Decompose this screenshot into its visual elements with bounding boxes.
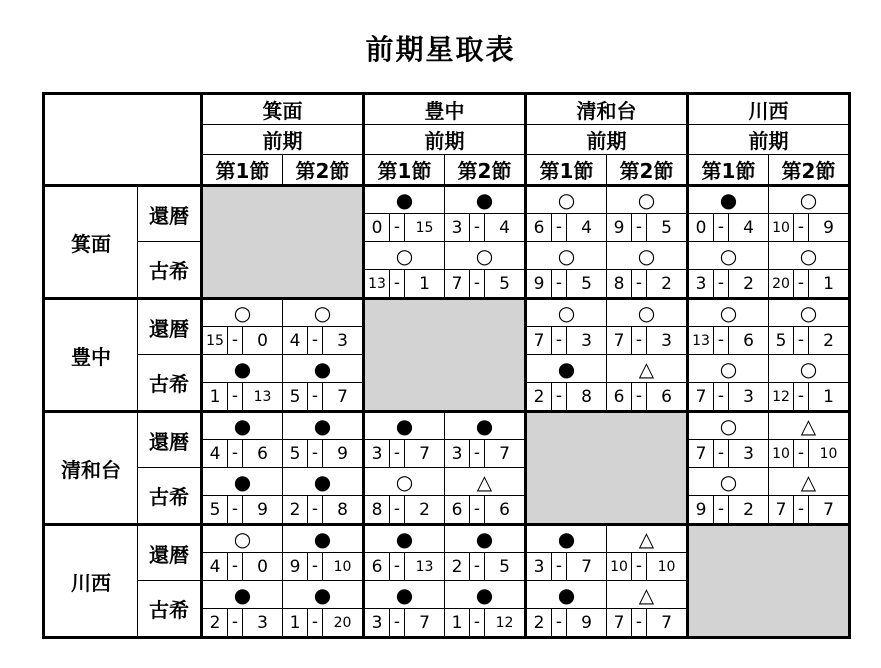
score-separator: -: [227, 609, 243, 636]
win-circle-icon: ○: [688, 355, 769, 383]
score-cell: [769, 496, 850, 525]
score-cell: [202, 327, 283, 355]
score-separator: -: [389, 496, 405, 523]
score-away: 1: [419, 273, 430, 294]
score-separator: -: [469, 553, 485, 580]
score-cell: [445, 270, 526, 299]
score-home: 2: [533, 612, 545, 633]
score-away: 9: [581, 612, 592, 633]
score-away: 20: [333, 614, 352, 631]
score-home: 1: [289, 612, 301, 633]
self-match-blank: [364, 299, 526, 412]
score-cell: [526, 270, 607, 299]
score-away: 7: [661, 612, 672, 633]
age-group-label: 古希: [138, 242, 202, 299]
score-home: 3: [371, 443, 383, 464]
score-home: 4: [209, 443, 221, 464]
score-cell: [445, 553, 526, 581]
score-cell: [607, 383, 688, 412]
score-cell: [283, 609, 364, 638]
win-circle-icon: ○: [445, 242, 526, 270]
score-away: 4: [499, 217, 510, 238]
score-home: 3: [451, 217, 463, 238]
column-team-seiwadai: 清和台: [526, 94, 688, 125]
score-home: 7: [533, 330, 545, 351]
score-away: 2: [419, 499, 430, 520]
score-home: 7: [695, 386, 707, 407]
loss-circle-icon: ●: [526, 581, 607, 609]
score-home: 3: [451, 443, 463, 464]
loss-circle-icon: ●: [283, 525, 364, 553]
score-cell: [526, 609, 607, 638]
score-separator: -: [307, 496, 323, 523]
score-home: 2: [209, 612, 221, 633]
score-separator: -: [227, 496, 243, 523]
team-row-sym: [44, 468, 850, 496]
score-away: 5: [499, 273, 510, 294]
score-cell: [283, 440, 364, 468]
period-label: 前期: [202, 125, 364, 155]
session-label: 第1節: [526, 155, 607, 186]
age-group-label: 古希: [138, 355, 202, 412]
score-separator: -: [631, 214, 647, 241]
score-away: 5: [581, 273, 592, 294]
score-away: 6: [499, 499, 510, 520]
score-separator: -: [793, 327, 809, 354]
score-home: 9: [289, 556, 301, 577]
score-separator: -: [551, 270, 567, 297]
loss-circle-icon: ●: [688, 186, 769, 214]
score-cell: [364, 440, 445, 468]
score-cell: [445, 214, 526, 242]
score-home: 6: [533, 217, 545, 238]
win-circle-icon: ○: [769, 355, 850, 383]
team-row-sym: [44, 186, 850, 214]
score-away: 3: [743, 386, 754, 407]
self-match-blank: [202, 186, 364, 299]
score-separator: -: [793, 496, 809, 523]
session-label: 第2節: [283, 155, 364, 186]
score-separator: -: [551, 214, 567, 241]
loss-circle-icon: ●: [364, 581, 445, 609]
score-cell: [202, 553, 283, 581]
score-home: 7: [613, 330, 625, 351]
loss-circle-icon: ●: [445, 581, 526, 609]
score-separator: -: [551, 609, 567, 636]
score-cell: [283, 553, 364, 581]
age-group-label: 還暦: [138, 299, 202, 355]
column-team-kawanishi: 川西: [688, 94, 850, 125]
score-cell: [688, 327, 769, 355]
draw-triangle-icon: △: [607, 581, 688, 609]
team-row-sym: [44, 525, 850, 553]
score-away: 0: [257, 556, 268, 577]
score-separator: -: [631, 609, 647, 636]
win-circle-icon: ○: [526, 242, 607, 270]
row-team-name: 清和台: [44, 412, 138, 525]
column-team-minoh: 箕面: [202, 94, 364, 125]
score-cell: [283, 496, 364, 525]
draw-triangle-icon: △: [769, 412, 850, 440]
draw-triangle-icon: △: [769, 468, 850, 496]
score-home: 5: [209, 499, 221, 520]
score-away: 4: [581, 217, 592, 238]
score-home: 0: [695, 217, 707, 238]
score-cell: [364, 270, 445, 299]
score-home: 20: [772, 275, 790, 292]
score-separator: -: [307, 553, 323, 580]
loss-circle-icon: ●: [364, 412, 445, 440]
win-circle-icon: ○: [769, 299, 850, 327]
score-separator: -: [793, 270, 809, 297]
score-home: 8: [371, 499, 383, 520]
score-away: 3: [337, 330, 348, 351]
page-title: 前期星取表: [365, 33, 516, 66]
win-circle-icon: ○: [688, 468, 769, 496]
score-separator: -: [389, 609, 405, 636]
score-cell: [202, 383, 283, 412]
score-away: 6: [743, 330, 754, 351]
draw-triangle-icon: △: [445, 468, 526, 496]
score-home: 2: [533, 386, 545, 407]
score-cell: [526, 327, 607, 355]
loss-circle-icon: ●: [364, 186, 445, 214]
score-separator: -: [713, 327, 729, 354]
column-team-toyonaka: 豊中: [364, 94, 526, 125]
session-label: 第1節: [202, 155, 283, 186]
win-circle-icon: ○: [526, 299, 607, 327]
score-away: 1: [823, 273, 834, 294]
score-home: 15: [206, 332, 224, 349]
team-row-sym: [44, 412, 850, 440]
score-away: 5: [661, 217, 672, 238]
score-cell: [445, 496, 526, 525]
score-home: 12: [772, 388, 790, 405]
score-separator: -: [631, 327, 647, 354]
score-home: 1: [209, 386, 221, 407]
score-separator: -: [551, 327, 567, 354]
win-circle-icon: ○: [688, 299, 769, 327]
score-home: 9: [533, 273, 545, 294]
age-group-label: 還暦: [138, 412, 202, 468]
score-home: 5: [289, 386, 301, 407]
score-home: 4: [289, 330, 301, 351]
score-home: 1: [451, 612, 463, 633]
score-separator: -: [713, 496, 729, 523]
score-away: 13: [415, 558, 434, 575]
score-cell: [364, 214, 445, 242]
score-cell: [283, 327, 364, 355]
score-cell: [607, 214, 688, 242]
score-away: 7: [419, 443, 430, 464]
session-label: 第2節: [607, 155, 688, 186]
score-home: 6: [451, 499, 463, 520]
score-separator: -: [307, 440, 323, 467]
score-away: 2: [661, 273, 672, 294]
score-home: 2: [289, 499, 301, 520]
score-cell: [607, 553, 688, 581]
win-circle-icon: ○: [364, 468, 445, 496]
score-home: 3: [695, 273, 707, 294]
win-circle-icon: ○: [769, 242, 850, 270]
score-away: 7: [337, 386, 348, 407]
score-away: 13: [253, 388, 272, 405]
score-separator: -: [389, 214, 405, 241]
score-separator: -: [551, 553, 567, 580]
score-separator: -: [551, 383, 567, 410]
win-circle-icon: ○: [607, 242, 688, 270]
score-home: 13: [692, 332, 710, 349]
score-away: 10: [819, 445, 838, 462]
score-home: 10: [772, 445, 790, 462]
score-cell: [769, 214, 850, 242]
loss-circle-icon: ●: [283, 412, 364, 440]
score-home: 13: [368, 275, 386, 292]
loss-circle-icon: ●: [202, 355, 283, 383]
row-team-name: 箕面: [44, 186, 138, 299]
score-cell: [769, 383, 850, 412]
score-cell: [202, 609, 283, 638]
team-row-sym: [44, 299, 850, 327]
corner-cell: [44, 94, 202, 186]
score-separator: -: [469, 609, 485, 636]
score-separator: -: [793, 440, 809, 467]
score-home: 9: [695, 499, 707, 520]
score-separator: -: [307, 383, 323, 410]
score-home: 10: [772, 219, 790, 236]
score-away: 2: [743, 273, 754, 294]
score-cell: [688, 270, 769, 299]
score-home: 0: [371, 217, 383, 238]
score-cell: [445, 609, 526, 638]
score-separator: -: [713, 214, 729, 241]
age-group-label: 還暦: [138, 525, 202, 581]
score-away: 5: [499, 556, 510, 577]
age-group-label: 古希: [138, 581, 202, 638]
session-label: 第1節: [364, 155, 445, 186]
score-home: 7: [775, 499, 787, 520]
score-home: 6: [371, 556, 383, 577]
win-circle-icon: ○: [202, 525, 283, 553]
score-cell: [607, 327, 688, 355]
score-away: 3: [743, 443, 754, 464]
score-separator: -: [793, 214, 809, 241]
score-cell: [202, 496, 283, 525]
score-cell: [526, 383, 607, 412]
score-home: 3: [533, 556, 545, 577]
score-cell: [526, 553, 607, 581]
score-home: 7: [695, 443, 707, 464]
score-away: 3: [661, 330, 672, 351]
win-circle-icon: ○: [769, 186, 850, 214]
win-circle-icon: ○: [688, 412, 769, 440]
score-separator: -: [227, 383, 243, 410]
score-separator: -: [631, 553, 647, 580]
score-separator: -: [389, 440, 405, 467]
score-away: 2: [743, 499, 754, 520]
score-cell: [769, 327, 850, 355]
score-cell: [526, 214, 607, 242]
score-home: 8: [613, 273, 625, 294]
score-away: 8: [581, 386, 592, 407]
score-separator: -: [307, 327, 323, 354]
period-label: 前期: [526, 125, 688, 155]
score-home: 10: [610, 558, 628, 575]
win-circle-icon: ○: [202, 299, 283, 327]
score-cell: [445, 440, 526, 468]
score-separator: -: [631, 383, 647, 410]
score-home: 5: [289, 443, 301, 464]
score-cell: [364, 496, 445, 525]
score-home: 2: [451, 556, 463, 577]
score-cell: [688, 214, 769, 242]
score-separator: -: [631, 270, 647, 297]
score-away: 10: [333, 558, 352, 575]
score-away: 6: [257, 443, 268, 464]
score-cell: [364, 609, 445, 638]
standings-table: [42, 92, 851, 639]
score-separator: -: [713, 440, 729, 467]
score-away: 7: [419, 612, 430, 633]
score-away: 9: [823, 217, 834, 238]
loss-circle-icon: ●: [445, 186, 526, 214]
loss-circle-icon: ●: [445, 525, 526, 553]
score-away: 7: [581, 556, 592, 577]
score-away: 3: [581, 330, 592, 351]
score-separator: -: [307, 609, 323, 636]
header-row-teams: [44, 94, 850, 125]
score-separator: -: [227, 440, 243, 467]
draw-triangle-icon: △: [607, 355, 688, 383]
score-separator: -: [469, 214, 485, 241]
loss-circle-icon: ●: [445, 412, 526, 440]
score-separator: -: [713, 270, 729, 297]
win-circle-icon: ○: [283, 299, 364, 327]
score-cell: [364, 553, 445, 581]
score-home: 7: [451, 273, 463, 294]
session-label: 第1節: [688, 155, 769, 186]
score-home: 7: [613, 612, 625, 633]
loss-circle-icon: ●: [202, 581, 283, 609]
score-cell: [283, 383, 364, 412]
score-home: 5: [775, 330, 787, 351]
score-away: 6: [661, 386, 672, 407]
score-home: 6: [613, 386, 625, 407]
win-circle-icon: ○: [364, 242, 445, 270]
score-separator: -: [469, 270, 485, 297]
score-separator: -: [227, 327, 243, 354]
score-separator: -: [469, 440, 485, 467]
score-away: 9: [337, 443, 348, 464]
score-cell: [688, 440, 769, 468]
score-separator: -: [713, 383, 729, 410]
age-group-label: 還暦: [138, 186, 202, 242]
win-circle-icon: ○: [607, 299, 688, 327]
loss-circle-icon: ●: [526, 355, 607, 383]
self-match-blank: [526, 412, 688, 525]
loss-circle-icon: ●: [364, 525, 445, 553]
score-home: 9: [613, 217, 625, 238]
session-label: 第2節: [769, 155, 850, 186]
score-cell: [607, 609, 688, 638]
score-cell: [607, 270, 688, 299]
loss-circle-icon: ●: [202, 468, 283, 496]
period-label: 前期: [688, 125, 850, 155]
win-circle-icon: ○: [688, 242, 769, 270]
loss-circle-icon: ●: [526, 525, 607, 553]
period-label: 前期: [364, 125, 526, 155]
score-away: 0: [257, 330, 268, 351]
score-away: 15: [415, 219, 434, 236]
score-away: 7: [499, 443, 510, 464]
score-cell: [769, 440, 850, 468]
score-separator: -: [389, 270, 405, 297]
score-home: 3: [371, 612, 383, 633]
score-away: 4: [743, 217, 754, 238]
draw-triangle-icon: △: [607, 525, 688, 553]
score-cell: [202, 440, 283, 468]
score-separator: -: [389, 553, 405, 580]
loss-circle-icon: ●: [283, 468, 364, 496]
score-away: 12: [495, 614, 514, 631]
score-separator: -: [793, 383, 809, 410]
score-away: 1: [823, 386, 834, 407]
row-team-name: 川西: [44, 525, 138, 638]
score-away: 3: [257, 612, 268, 633]
score-cell: [688, 383, 769, 412]
win-circle-icon: ○: [526, 186, 607, 214]
score-away: 8: [337, 499, 348, 520]
score-home: 4: [209, 556, 221, 577]
score-cell: [688, 496, 769, 525]
row-team-name: 豊中: [44, 299, 138, 412]
win-circle-icon: ○: [607, 186, 688, 214]
session-label: 第2節: [445, 155, 526, 186]
score-separator: -: [469, 496, 485, 523]
score-away: 7: [823, 499, 834, 520]
self-match-blank: [688, 525, 850, 638]
score-separator: -: [227, 553, 243, 580]
team-row-sym: [44, 242, 850, 270]
score-away: 9: [257, 499, 268, 520]
loss-circle-icon: ●: [202, 412, 283, 440]
loss-circle-icon: ●: [283, 355, 364, 383]
age-group-label: 古希: [138, 468, 202, 525]
score-away: 10: [657, 558, 676, 575]
loss-circle-icon: ●: [283, 581, 364, 609]
score-cell: [769, 270, 850, 299]
score-away: 2: [823, 330, 834, 351]
